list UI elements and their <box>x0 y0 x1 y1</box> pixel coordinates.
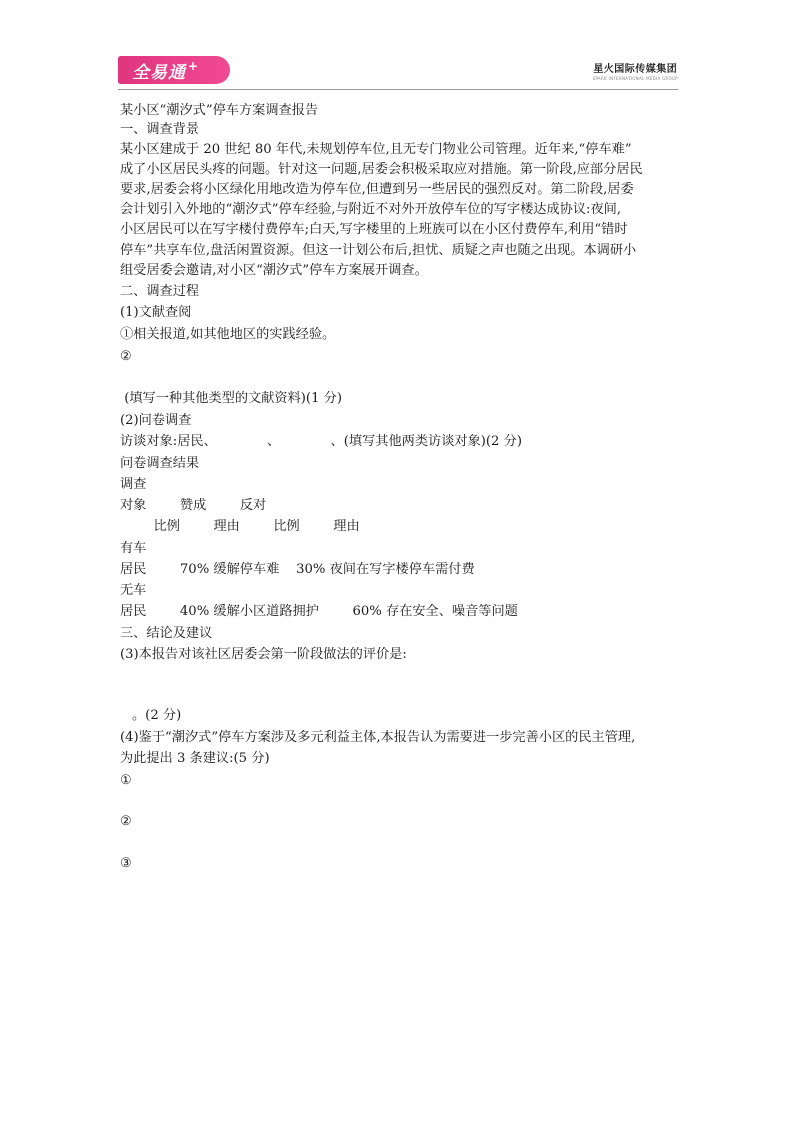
question-1-note: (填写一种其他类型的文献资料)(1 分) <box>120 391 342 406</box>
header-divider <box>118 89 678 90</box>
table-header-row-3: 比例 理由 比例 理由 <box>120 519 360 534</box>
background-para-line: 要求,居委会将小区绿化用地改造为停车位,但遭到另一些居民的强烈反对。第二阶段,居委 <box>120 182 634 197</box>
background-para-line: 会计划引入外地的“潮汐式”停车经验,与附近不对外开放停车位的写字楼达成协议:夜间, <box>120 202 622 217</box>
question-3-prompt: (3)本报告对该社区居委会第一阶段做法的评价是: <box>120 647 407 662</box>
background-para-line: 停车”共享车位,盘活闲置资源。但这一计划公布后,担忧、质疑之声也随之出现。本调研小 <box>120 243 637 258</box>
question-1-label: (1)文献查阅 <box>120 305 192 320</box>
table-header-row-2: 对象 赞成 反对 <box>120 498 267 513</box>
logo-plus-icon: + <box>188 59 200 73</box>
table-row-owner: 居民 70% 缓解停车难 30% 夜间在写字楼停车需付费 <box>120 562 475 577</box>
page-header <box>118 56 678 86</box>
background-para-line: 某小区建成于 20 世纪 80 年代,未规划停车位,且无专门物业公司管理。近年来,“停车难” <box>120 142 632 157</box>
table-row-non-owner-label: 无车 <box>120 583 147 598</box>
background-para-line: 成了小区居民头疼的问题。针对这一问题,居委会积极采取应对措施。第一阶段,应部分居民 <box>120 162 643 177</box>
publisher-name-en: SPARK INTERNATIONAL MEDIA GROUP <box>592 76 678 81</box>
section-heading-process: 二、调查过程 <box>120 284 200 299</box>
brand-logo <box>118 56 230 84</box>
question-1-item-1: ①相关报道,如其他地区的实践经验。 <box>120 327 336 342</box>
suggestion-1-marker: ① <box>120 773 132 788</box>
publisher-brand <box>593 60 678 81</box>
table-header-row-1: 调查 <box>120 477 147 492</box>
table-row-owner-label: 有车 <box>120 541 147 556</box>
suggestion-2-marker: ② <box>120 814 132 829</box>
table-row-non-owner: 居民 40% 缓解小区道路拥护 60% 存在安全、噪音等问题 <box>120 604 518 619</box>
question-1-item-2: ② <box>120 349 132 364</box>
section-heading-background: 一、调查背景 <box>120 122 200 137</box>
question-2-prompt: 访谈对象:居民、 、 、(填写其他两类访谈对象)(2 分) <box>120 434 522 449</box>
results-label: 问卷调查结果 <box>120 456 200 471</box>
doc-title: 某小区“潮汐式”停车方案调查报告 <box>120 103 319 118</box>
question-4-line: (4)鉴于“潮汐式”停车方案涉及多元利益主体,本报告认为需要进一步完善小区的民主管理, <box>120 730 636 745</box>
question-2-label: (2)问卷调查 <box>120 413 192 428</box>
question-4-line: 为此提出 3 条建议:(5 分) <box>120 751 270 766</box>
background-para-line: 组受居委会邀请,对小区“潮汐式”停车方案展开调查。 <box>120 263 428 278</box>
logo-text: 全易通 <box>132 62 186 83</box>
question-3-tail: 。(2 分) <box>132 708 182 723</box>
publisher-name: 星火国际传媒集团 <box>593 64 678 75</box>
suggestion-3-marker: ③ <box>120 856 132 871</box>
section-heading-conclusion: 三、结论及建议 <box>120 626 213 641</box>
background-para-line: 小区居民可以在写字楼付费停车;白天,写字楼里的上班族可以在小区付费停车,利用“错时 <box>120 222 628 237</box>
